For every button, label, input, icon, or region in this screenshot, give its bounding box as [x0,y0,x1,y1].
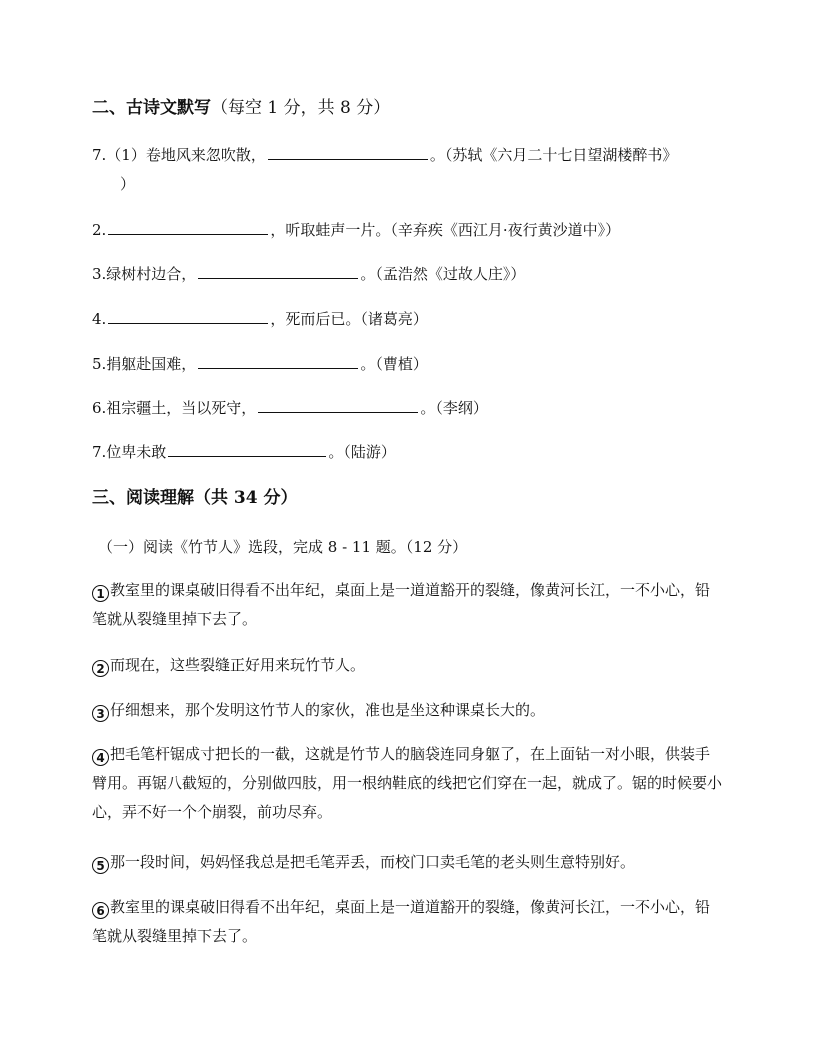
section-3-score: （共 34 分） [194,488,298,508]
q7-2-suffix: ，听取蛙声一片。（辛弃疾《西江月·夜行黄沙道中》） [270,221,621,239]
section-3-title: 三、阅读理解 [92,488,194,508]
section-2-score: （每空 1 分，共 8 分） [211,98,391,118]
passage-paragraph-6 [92,893,722,951]
q7-4-prefix: 4. [92,310,107,328]
paragraph-number-6: 6 [92,902,109,919]
paragraph-number-2: 2 [92,660,109,677]
q7-4-suffix: ，死而后已。（诸葛亮） [270,310,428,328]
section-3-heading [92,486,298,510]
q7-6-prefix: 6.祖宗疆土，当以死守， [92,399,257,417]
question-7-line-1 [92,144,677,166]
q7-3-suffix: 。（孟浩然《过故人庄》） [360,265,526,283]
answer-blank-5[interactable] [198,353,358,369]
section-2-title: 二、古诗文默写 [92,98,211,118]
paragraph-text-5: 那一段时间，妈妈怪我总是把毛笔弄丢，而校门口卖毛笔的老头则生意特别好。 [110,853,636,871]
q7-5-prefix: 5.捐躯赴国难， [92,355,197,373]
question-7-line-5 [92,353,428,375]
passage-paragraph-5 [92,848,722,877]
paragraph-text-4: 把毛笔杆锯成寸把长的一截，这就是竹节人的脑袋连同身躯了，在上面钻一对小眼，供装手臂用。再锯八截短的，分别做四肢，用一根纳鞋底的线把它们穿在一起，就成了。锯的时候要小心，弄不好一个个崩裂，前功尽弃。 [92,745,723,821]
q7-1-close: ） [120,175,136,193]
q7-2-prefix: 2. [92,221,107,239]
q7-1-prefix: 7.（1）卷地风来忽吹散， [92,146,266,164]
answer-blank-3[interactable] [198,263,358,279]
question-7-line-1-cont [120,173,135,195]
answer-blank-6[interactable] [258,397,418,413]
q7-1-suffix: 。（苏轼《六月二十七日望湖楼醉书》 [429,146,678,164]
question-7-line-7 [92,441,396,463]
paragraph-text-6: 教室里的课桌破旧得看不出年纪，桌面上是一道道豁开的裂缝，像黄河长江，一不小心，铅笔就从裂缝里掉下去了。 [92,898,711,945]
q7-7-prefix: 7.位卑未敢 [92,443,167,461]
q7-3-prefix: 3.绿树村边合， [92,265,197,283]
paragraph-number-5: 5 [92,857,109,874]
paragraph-text-2: 而现在，这些裂缝正好用来玩竹节人。 [110,656,366,674]
paragraph-text-3: 仔细想来，那个发明这竹节人的家伙，准也是坐这种课桌长大的。 [110,701,546,719]
answer-blank-7[interactable] [168,441,326,457]
passage-paragraph-4 [92,740,724,827]
question-7-line-3 [92,263,525,285]
answer-blank-4[interactable] [108,308,268,324]
paragraph-number-1: 1 [92,585,109,602]
paragraph-number-3: 3 [92,705,109,722]
q7-6-suffix: 。（李纲） [420,399,488,417]
question-7-line-6 [92,397,488,419]
answer-blank-1[interactable] [268,144,428,160]
passage-paragraph-1 [92,576,722,634]
passage-paragraph-2 [92,651,722,680]
paragraph-number-4: 4 [92,749,109,766]
q7-7-suffix: 。（陆游） [328,443,396,461]
section-3-subheading: （一）阅读《竹节人》选段，完成 8 - 11 题。（12 分） [98,538,468,556]
paragraph-text-1: 教室里的课桌破旧得看不出年纪，桌面上是一道道豁开的裂缝，像黄河长江，一不小心，铅笔就从裂缝里掉下去了。 [92,581,711,628]
passage-paragraph-3 [92,696,722,725]
answer-blank-2[interactable] [108,219,268,235]
question-7-line-2 [92,219,620,241]
section-2-heading [92,96,390,120]
question-7-line-4 [92,308,428,330]
q7-5-suffix: 。（曹植） [360,355,428,373]
